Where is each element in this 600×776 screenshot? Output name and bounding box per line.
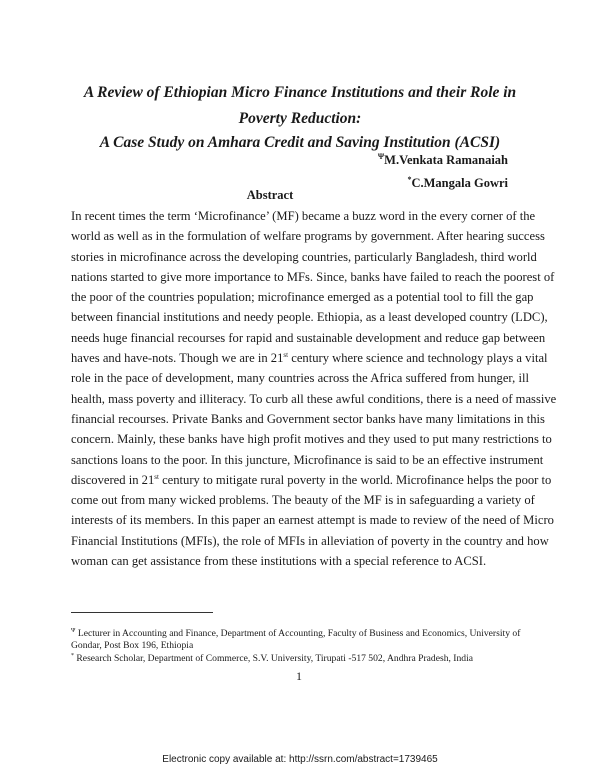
footnote-text: Lecturer in Accounting and Finance, Department of Accounting, Faculty of Business and Economics, University of Gondar, Post Box 196, Ethiopia [71,628,521,651]
title-line-1: A Review of Ethiopian Micro Finance Institutions and their Role in [83,84,517,101]
abstract-line [71,409,545,429]
abstract-line [71,510,554,530]
abstract-text: financial recourses. Private Banks and Government sector banks have many limitations in this [71,411,545,426]
abstract-heading: Abstract [246,188,294,202]
footnote-2 [71,651,535,665]
author-name: C.Mangala Gowri [411,176,508,191]
abstract-text: haves and have-nots. Though we are in 21 [71,351,284,366]
abstract-text: century where science and technology plays a vital [288,351,548,366]
abstract-text: Financial Institutions (MFIs), the role of MFIs in alleviation of poverty in the country and how [71,533,549,548]
author-1 [378,150,508,167]
footnote-1 [71,626,535,651]
title-line-2: Poverty Reduction: [238,110,362,127]
abstract-text: concern. Mainly, these banks have high profit motives and they used to put many restrictions to [71,432,552,447]
abstract-line [71,490,535,510]
abstract-text: world as well as in the formulation of welfare programs by government. After hearing success [71,229,545,244]
abstract-line [71,287,534,307]
author-mark: * [407,175,412,184]
abstract-line [71,247,537,267]
abstract-line [71,470,552,490]
footnote-rule [71,612,213,613]
footnote-text: Research Scholar, Department of Commerce, S.V. University, Tirupati -517 502, Andhra Pradesh, India [76,653,474,665]
abstract-line [71,226,545,246]
abstract-line [71,368,529,388]
title-line-3: A Case Study on Amhara Credit and Saving Institution (ACSI) [99,134,501,151]
footnote-mark: * [71,653,74,659]
abstract-text: between financial institutions and needy people. Ethiopia, as a least developed country (LDC), [71,310,548,325]
abstract-text: needs huge financial recourses for rapid and sustainable development and reduce gap between [71,330,546,345]
abstract-line [71,389,557,409]
abstract-line [71,531,549,551]
abstract-text: stories in microfinance across the developing countries, particularly Bangladesh, third world [71,249,537,264]
abstract-text: the poor of the countries population; microfinance emerged as a potential tool to fill the gap [71,290,534,305]
abstract-line [71,450,544,470]
abstract-line [71,551,529,571]
abstract-line [71,348,548,368]
abstract-text: health, mass poverty and illiteracy. To curb all these awful conditions, there is a need of massive [71,391,557,406]
abstract-line [71,307,548,327]
abstract-text: century to mitigate rural poverty in the world. Microfinance helps the poor to [158,472,552,487]
page-number: 1 [296,669,302,683]
abstract-line [71,206,536,226]
ordinal-suffix: st [283,350,289,359]
abstract-text: interests of its members. In this paper an earnest attempt is made to review of the need of Micro [71,513,554,528]
abstract-line [71,429,552,449]
abstract-text: nations started to give more importance to MFs. Since, banks have failed to reach the poorest of [71,269,555,284]
author-mark: Ψ [377,152,385,161]
abstract-text: role in the pace of development, many countries across the Africa suffered from hunger, ill [71,371,529,386]
author-name: M.Venkata Ramanaiah [384,153,508,168]
abstract-line [71,267,555,287]
abstract-text: sanctions loans to the poor. In this juncture, Microfinance is said to be an effective instrument [71,452,544,467]
footnote-mark: Ψ [71,628,76,634]
abstract-text: In recent times the term ‘Microfinance’ (MF) became a buzz word in the every corner of the [71,209,536,223]
abstract-body [71,206,557,571]
electronic-copy-notice: Electronic copy available at: http://ssrn.com/abstract=1739465 [162,754,438,765]
abstract-text: woman can get assistance from these institutions with a special reference to ACSI. [71,554,487,569]
ordinal-suffix: st [154,472,159,481]
abstract-text: discovered in 21 [71,472,155,487]
abstract-line [71,328,546,348]
abstract-text: come out from many wicked problems. The beauty of the MF is in safeguarding a variety of [71,493,535,508]
